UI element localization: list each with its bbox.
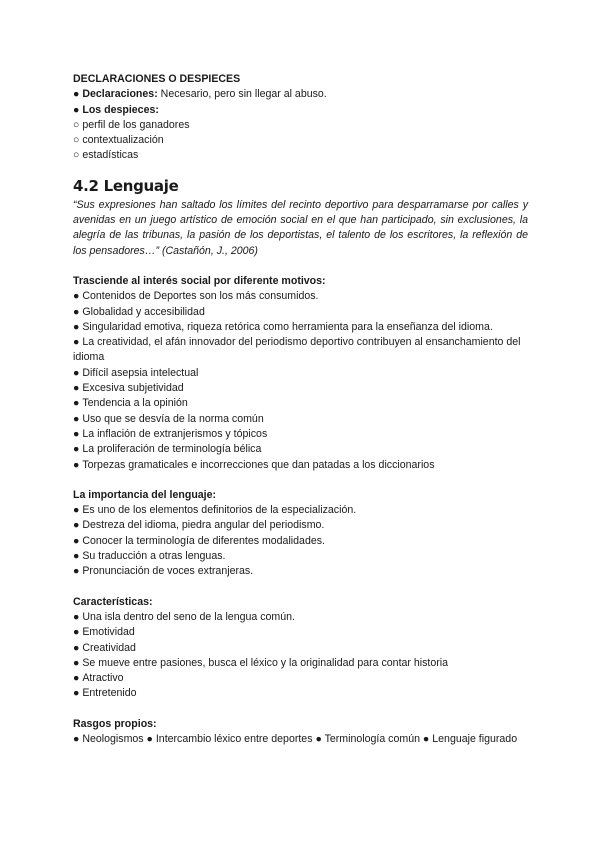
rasgos-text: ● Neologismos ● Intercambio léxico entre deportes ● Terminología común ● Lenguaje figurado [73,732,518,745]
sub-list-item: ○ contextualización [73,133,528,148]
subsection-title: Trasciende al interés social por diferente motivos: [73,274,326,287]
list-item: ● Pronunciación de voces extranjeras. [73,564,528,579]
list-item: ● La proliferación de terminología bélica [73,442,528,457]
sub-list-item: ○ perfil de los ganadores [73,118,528,133]
list-item: ● Difícil asepsia intelectual [73,366,528,381]
list-item: ● La inflación de extranjerismos y tópicos [73,427,528,442]
list-item: ● Atractivo [73,671,528,686]
list-item: ● Su traducción a otras lenguas. [73,549,528,564]
subsection-title: Características: [73,595,153,608]
list-item: ● Se mueve entre pasiones, busca el léxico y la originalidad para contar historia [73,656,528,671]
list-item: ● Emotividad [73,625,528,640]
list-item: ● Creatividad [73,641,528,656]
list-item: ● Tendencia a la opinión [73,396,528,411]
despieces-label: ● Los despieces: [73,103,528,118]
subsection-title: Rasgos propios: [73,717,157,730]
list-item: ● Excesiva subjetividad [73,381,528,396]
list-item: ● Uso que se desvía de la norma común [73,412,528,427]
quote-text: “Sus expresiones han saltado los límites del recinto deportivo para desparramarse por calles y avenidas en un juego artístico de emoción social en el que han participado, sin exclusiones, la alegría de las tribunas, la pasión de los deportistas, el talento de los escritores, la reflexión de los pensadores…” [73,198,528,257]
list-item: ● Conocer la terminología de diferentes modalidades. [73,534,528,549]
section-heading: 4.2 Lenguaje [73,176,179,195]
subsection-title: La importancia del lenguaje: [73,488,217,501]
list-item: ● Destreza del idioma, piedra angular del periodismo. [73,518,528,533]
quote-citation: (Castañón, J., 2006) [161,244,258,257]
quote-block [73,198,528,259]
list-item: ● Es uno de los elementos definitorios de la especialización. [73,503,528,518]
list-item: ● Contenidos de Deportes son los más consumidos. [73,289,528,304]
declaraciones-text: Necesario, pero sin llegar al abuso. [160,88,327,101]
list-item: ● Singularidad emotiva, riqueza retórica como herramienta para la enseñanza del idioma. [73,320,528,335]
declaraciones-label: Declaraciones: [82,88,158,101]
section-title: DECLARACIONES O DESPIECES [73,73,241,85]
list-item: ● Torpezas gramaticales e incorrecciones que dan patadas a los diccionarios [73,458,528,473]
list-item: ● Una isla dentro del seno de la lengua común. [73,610,528,625]
list-item: ● Globalidad y accesibilidad [73,305,528,320]
list-item: ● La creatividad, el afán innovador del periodismo deportivo contribuyen al ensanchamiento del idioma [73,335,528,366]
sub-list-item: ○ estadísticas [73,148,528,163]
list-item [73,87,528,102]
document-page [73,72,528,747]
list-item: ● Entretenido [73,686,528,701]
